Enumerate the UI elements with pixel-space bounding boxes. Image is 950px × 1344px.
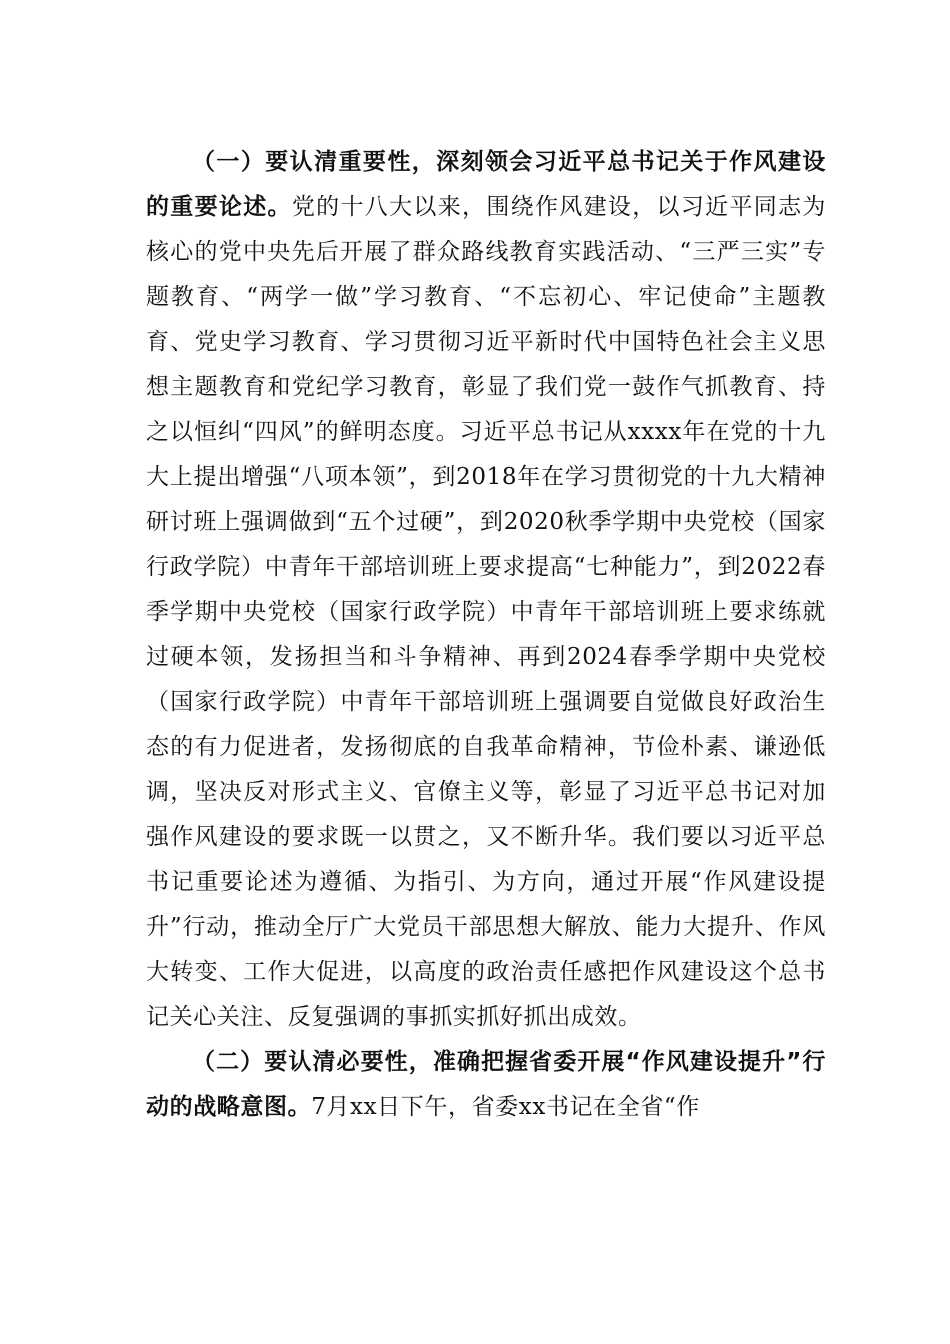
- paragraph-2-body: 7月xx日下午，省委xx书记在全省“作: [311, 1094, 700, 1120]
- paragraph-2-heading: （二）要认清必要性，准确把握省委开展“作风建设提升”行动的战略意图。: [146, 1049, 826, 1120]
- paragraph-1-body: 党的十八大以来，围绕作风建设，以习近平同志为核心的党中央先后开展了群众路线教育实践活动、“三严三实”专题教育、“两学一做”学习教育、“不忘初心、牢记使命”主题教育、党史学习教育、学习贯彻习近平新时代中国特色社会主义思想主题教育和党纪学习教育，彰显了我们党一鼓作气抓教育、持之以恒纠“四风”的鲜明态度。习近平总书记从xxxx年在党的十九大上提出增强“八项本领”，到2018年在学习贯彻党的十九大精神研讨班上强调做到“五个过硬”，到2020秋季学期中央党校（国家行政学院）中青年干部培训班上要求提高“七种能力”，到2022春季学期中央党校（国家行政学院）中青年干部培训班上要求练就过硬本领，发扬担当和斗争精神、再到2024春季学期中央党校（国家行政学院）中青年干部培训班上强调要自觉做良好政治生态的有力促进者，发扬彻底的自我革命精神，节俭朴素、谦逊低调，坚决反对形式主义、官僚主义等，彰显了习近平总书记对加强作风建设的要求既一以贯之，又不断升华。我们要以习近平总书记重要论述为遵循、为指引、为方向，通过开展“作风建设提升”行动，推动全厅广大党员干部思想大解放、能力大提升、作风大转变、工作大促进，以高度的政治责任感把作风建设这个总书记关心关注、反复强调的事抓实抓好抓出成效。: [146, 194, 826, 1030]
- paragraph-2: [146, 1040, 826, 1130]
- paragraph-1: [146, 140, 826, 1040]
- document-body: [146, 140, 826, 1130]
- paragraph-1-heading: （一）要认清重要性，深刻领会习近平总书记关于作风建设的重要论述。: [146, 149, 826, 220]
